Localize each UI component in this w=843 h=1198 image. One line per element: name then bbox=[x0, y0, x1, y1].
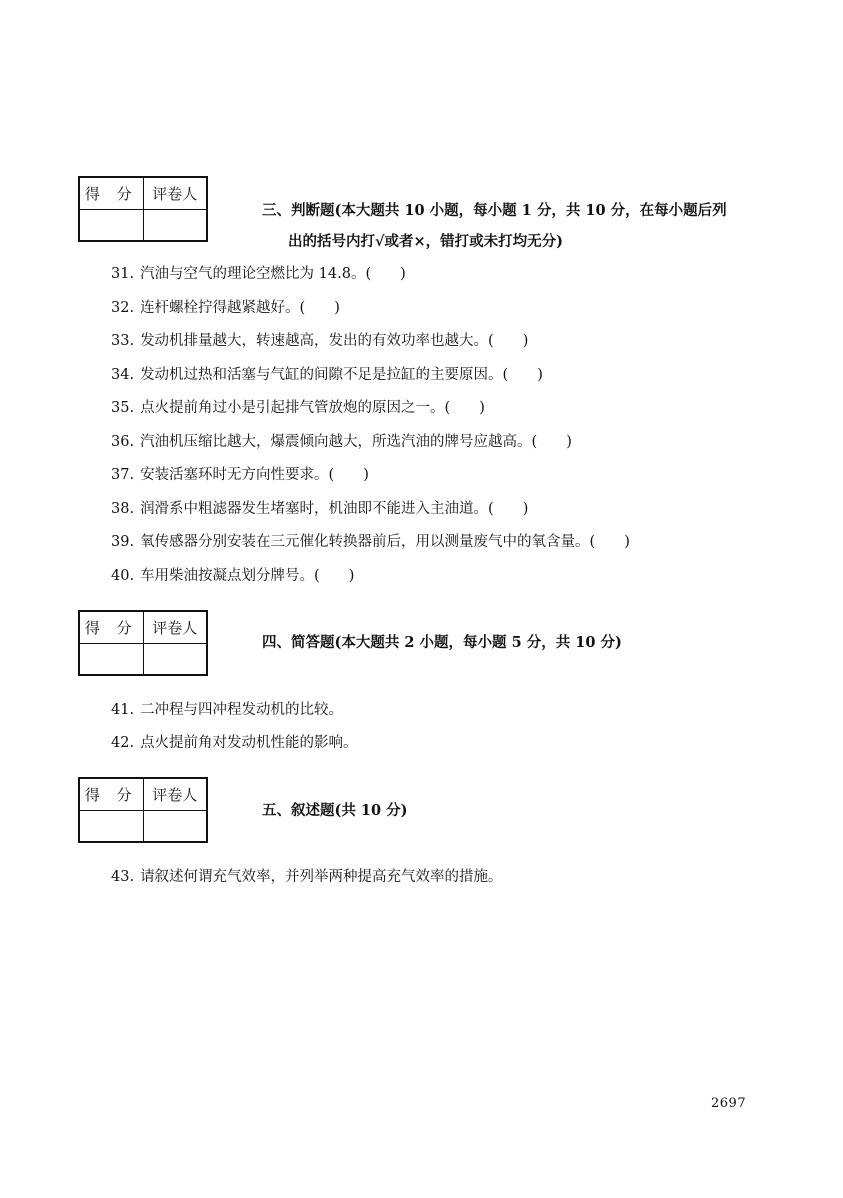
question-number: 38. bbox=[111, 501, 135, 517]
question-number: 41. bbox=[111, 702, 135, 718]
question-number: 43. bbox=[111, 869, 135, 885]
question-38 bbox=[111, 499, 528, 519]
reviewer-label: 评卷人 bbox=[143, 778, 207, 810]
section4-title: 四、简答题(本大题共 2 小题，每小题 5 分，共 10 分) bbox=[262, 634, 622, 651]
question-number: 34. bbox=[111, 367, 135, 383]
score-box-section4 bbox=[78, 610, 208, 676]
question-39 bbox=[111, 532, 630, 552]
question-number: 33. bbox=[111, 333, 135, 349]
question-32 bbox=[111, 298, 340, 318]
page-number: 2697 bbox=[711, 1096, 747, 1111]
question-text: 点火提前角对发动机性能的影响。 bbox=[140, 735, 358, 751]
score-box-section3 bbox=[78, 176, 208, 242]
question-42 bbox=[111, 733, 358, 753]
question-number: 36. bbox=[111, 434, 135, 450]
score-cell bbox=[79, 643, 143, 675]
section5-title: 五、叙述题(共 10 分) bbox=[262, 802, 408, 819]
question-text: 氧传感器分别安装在三元催化转换器前后，用以测量废气中的氧含量。( ) bbox=[140, 534, 630, 550]
question-31 bbox=[111, 264, 406, 284]
question-text: 安装活塞环时无方向性要求。( ) bbox=[140, 467, 369, 483]
question-35 bbox=[111, 398, 485, 418]
question-40 bbox=[111, 566, 354, 586]
question-number: 40. bbox=[111, 568, 135, 584]
reviewer-cell bbox=[143, 810, 207, 842]
question-36 bbox=[111, 432, 572, 452]
question-number: 35. bbox=[111, 400, 135, 416]
question-text: 发动机过热和活塞与气缸的间隙不足是拉缸的主要原因。( ) bbox=[140, 367, 543, 383]
score-label: 得 分 bbox=[79, 778, 143, 810]
question-41 bbox=[111, 700, 343, 720]
question-number: 39. bbox=[111, 534, 135, 550]
score-label: 得 分 bbox=[79, 177, 143, 209]
question-text: 汽油与空气的理论空燃比为 14.8。( ) bbox=[140, 266, 406, 282]
score-label: 得 分 bbox=[79, 611, 143, 643]
reviewer-cell bbox=[143, 643, 207, 675]
question-text: 车用柴油按凝点划分牌号。( ) bbox=[140, 568, 355, 584]
question-text: 汽油机压缩比越大，爆震倾向越大，所选汽油的牌号应越高。( ) bbox=[140, 434, 572, 450]
question-43 bbox=[111, 867, 503, 887]
question-text: 点火提前角过小是引起排气管放炮的原因之一。( ) bbox=[140, 400, 485, 416]
question-text: 连杆螺栓拧得越紧越好。( ) bbox=[140, 300, 340, 316]
question-number: 37. bbox=[111, 467, 135, 483]
question-37 bbox=[111, 465, 369, 485]
score-cell bbox=[79, 209, 143, 241]
question-number: 32. bbox=[111, 300, 135, 316]
score-box-section5 bbox=[78, 777, 208, 843]
question-number: 42. bbox=[111, 735, 135, 751]
reviewer-cell bbox=[143, 209, 207, 241]
reviewer-label: 评卷人 bbox=[143, 177, 207, 209]
reviewer-label: 评卷人 bbox=[143, 611, 207, 643]
question-number: 31. bbox=[111, 266, 135, 282]
section3-title-line2: 出的括号内打√或者×，错打或未打均无分) bbox=[288, 233, 564, 250]
question-33 bbox=[111, 331, 528, 351]
section3-title-line1: 三、判断题(本大题共 10 小题，每小题 1 分，共 10 分，在每小题后列 bbox=[262, 202, 727, 219]
question-34 bbox=[111, 365, 543, 385]
question-text: 二冲程与四冲程发动机的比较。 bbox=[140, 702, 344, 718]
question-text: 请叙述何谓充气效率，并列举两种提高充气效率的措施。 bbox=[140, 869, 503, 885]
question-text: 发动机排量越大，转速越高，发出的有效功率也越大。( ) bbox=[140, 333, 529, 349]
question-text: 润滑系中粗滤器发生堵塞时，机油即不能进入主油道。( ) bbox=[140, 501, 529, 517]
score-cell bbox=[79, 810, 143, 842]
